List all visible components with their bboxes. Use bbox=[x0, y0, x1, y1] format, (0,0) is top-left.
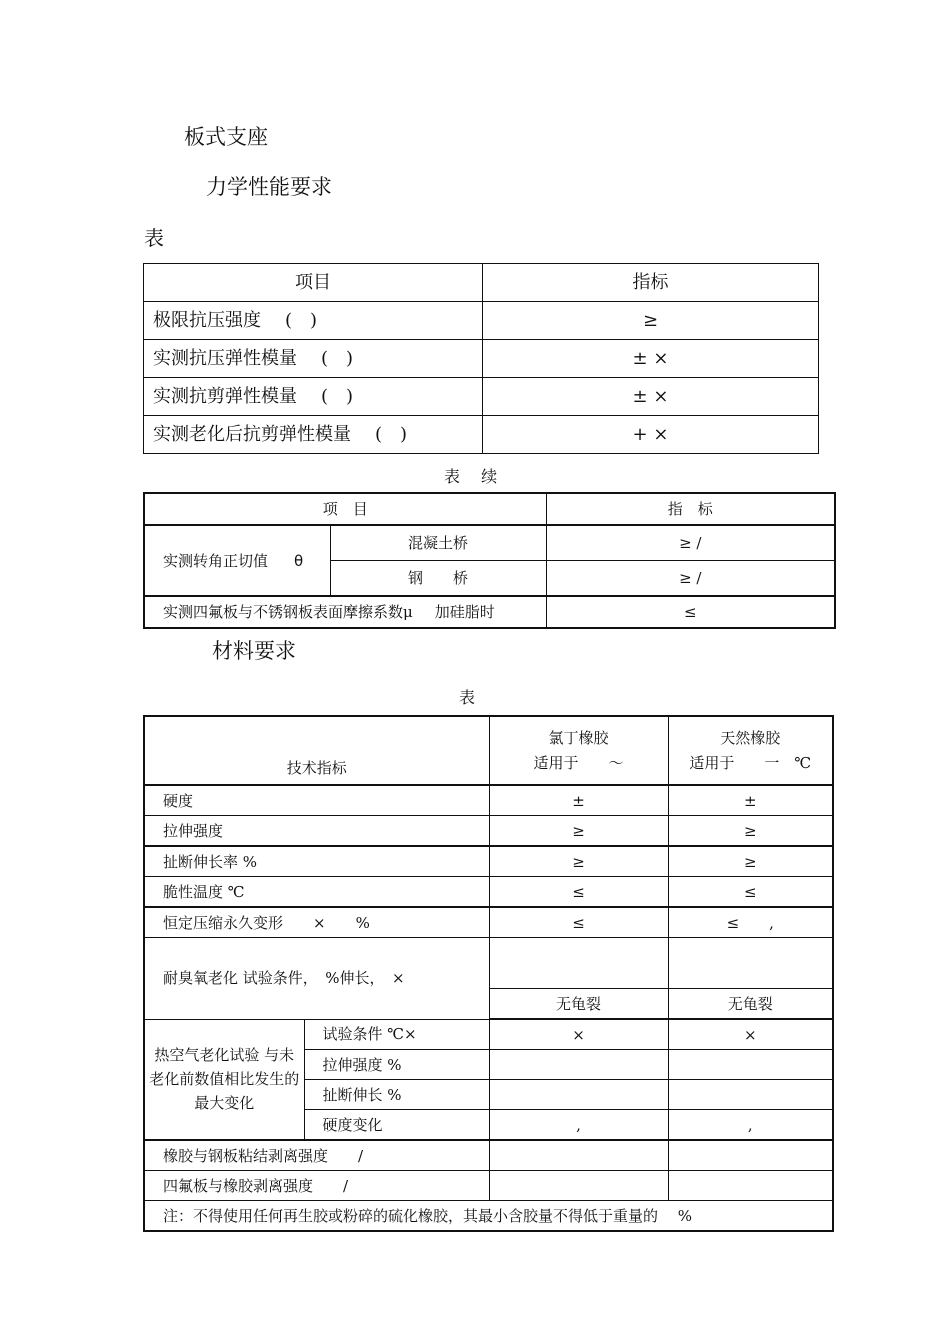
row-v1: ≤ bbox=[489, 877, 668, 908]
table-row bbox=[144, 907, 833, 938]
row-value: ± × bbox=[483, 340, 819, 378]
table-row bbox=[144, 416, 819, 454]
row-v2 bbox=[668, 1080, 833, 1110]
header-item: 项目 bbox=[144, 264, 483, 302]
row-item: 硬度变化 bbox=[304, 1110, 489, 1141]
row-value: + × bbox=[483, 416, 819, 454]
row-v1 bbox=[489, 1171, 668, 1201]
row-item: 脆性温度 ℃ bbox=[144, 877, 489, 908]
table2-caption: 表 续 bbox=[444, 467, 506, 486]
table-row bbox=[144, 302, 819, 340]
row-item: 拉伸强度 % bbox=[304, 1050, 489, 1080]
rotation-friction-table bbox=[143, 492, 836, 629]
material-requirements-table bbox=[143, 715, 834, 1232]
table1-label: 表 bbox=[144, 226, 164, 250]
table-row bbox=[144, 877, 833, 908]
row-v2 bbox=[668, 1140, 833, 1171]
row-item: 实测老化后抗剪弹性模量 ( ) bbox=[144, 416, 483, 454]
table-row bbox=[144, 525, 835, 561]
subsection-heading: 力学性能要求 bbox=[206, 175, 332, 199]
table3-caption: 表 bbox=[459, 688, 476, 707]
row-item: 硬度 bbox=[144, 785, 489, 816]
row-v1: , bbox=[489, 1110, 668, 1141]
row-v2: ≥ bbox=[668, 816, 833, 847]
row-v2 bbox=[668, 1050, 833, 1080]
row-v1 bbox=[489, 1140, 668, 1171]
row-value: ± × bbox=[483, 378, 819, 416]
table-note-row bbox=[144, 1201, 833, 1232]
table-row bbox=[144, 1019, 833, 1050]
table-header-row bbox=[144, 716, 833, 785]
row-v2: ≥ bbox=[668, 846, 833, 877]
table-row bbox=[144, 816, 833, 847]
row-item: 极限抗压强度 ( ) bbox=[144, 302, 483, 340]
row-v2: ≤ bbox=[668, 877, 833, 908]
row-v1 bbox=[489, 1080, 668, 1110]
row-v1: ± bbox=[489, 785, 668, 816]
materials-heading: 材料要求 bbox=[212, 639, 296, 663]
row-v1: ≤ bbox=[489, 907, 668, 938]
table-row bbox=[144, 378, 819, 416]
row-value: ≥ bbox=[483, 302, 819, 340]
ozone-v2: 无龟裂 bbox=[668, 989, 833, 1020]
ozone-item: 耐臭氧老化 试验条件， %伸长， × bbox=[144, 938, 489, 1020]
row-value: ≥ / bbox=[546, 561, 835, 597]
friction-value: ≤ bbox=[546, 596, 835, 628]
header-item: 项 目 bbox=[144, 493, 546, 525]
table-row bbox=[144, 596, 835, 628]
ozone-blank bbox=[668, 938, 833, 989]
row-item: 四氟板与橡胶剥离强度 / bbox=[144, 1171, 489, 1201]
row-item: 试验条件 ℃× bbox=[304, 1019, 489, 1050]
ozone-v1: 无龟裂 bbox=[489, 989, 668, 1020]
row-v2: ≤ , bbox=[668, 907, 833, 938]
table-note: 注：不得使用任何再生胶或粉碎的硫化橡胶，其最小含胶量不得低于重量的 % bbox=[144, 1201, 833, 1232]
table-header-row bbox=[144, 493, 835, 525]
row-sub: 混凝土桥 bbox=[330, 525, 546, 561]
heat-aging-label: 热空气老化试验 与未老化前数值相比发生的最大变化 bbox=[144, 1019, 304, 1140]
friction-item: 实测四氟板与不锈钢板表面摩擦系数μ 加硅脂时 bbox=[144, 596, 546, 628]
table-row bbox=[144, 1171, 833, 1201]
row-item: 扯断伸长 % bbox=[304, 1080, 489, 1110]
row-v2: , bbox=[668, 1110, 833, 1141]
row-item: 恒定压缩永久变形 × % bbox=[144, 907, 489, 938]
header-col1: 氯丁橡胶 适用于 ～ bbox=[489, 716, 668, 785]
row-item: 实测抗压弹性模量 ( ) bbox=[144, 340, 483, 378]
table-row bbox=[144, 1140, 833, 1171]
header-spec: 技术指标 bbox=[144, 716, 489, 785]
row-item: 橡胶与钢板粘结剥离强度 / bbox=[144, 1140, 489, 1171]
row-item: 实测抗剪弹性模量 ( ) bbox=[144, 378, 483, 416]
row-value: ≥ / bbox=[546, 525, 835, 561]
table-row bbox=[144, 938, 833, 989]
header-col2: 天然橡胶 适用于 一 ℃ bbox=[668, 716, 833, 785]
row-v1: ≥ bbox=[489, 816, 668, 847]
row-v1: ≥ bbox=[489, 846, 668, 877]
row-item: 扯断伸长率 % bbox=[144, 846, 489, 877]
row-item: 拉伸强度 bbox=[144, 816, 489, 847]
header-value: 指标 bbox=[483, 264, 819, 302]
row-v1 bbox=[489, 1050, 668, 1080]
row-v2: × bbox=[668, 1019, 833, 1050]
row-v2 bbox=[668, 1171, 833, 1201]
row-sub: 钢 桥 bbox=[330, 561, 546, 597]
table-header-row bbox=[144, 264, 819, 302]
table-row bbox=[144, 340, 819, 378]
row-v2: ± bbox=[668, 785, 833, 816]
ozone-blank bbox=[489, 938, 668, 989]
table-row bbox=[144, 846, 833, 877]
row-v1: × bbox=[489, 1019, 668, 1050]
rotation-label-cell: 实测转角正切值 θ bbox=[144, 525, 330, 596]
mechanical-properties-table bbox=[143, 263, 819, 454]
section-heading: 板式支座 bbox=[184, 125, 268, 149]
table-row bbox=[144, 785, 833, 816]
header-value: 指 标 bbox=[546, 493, 835, 525]
